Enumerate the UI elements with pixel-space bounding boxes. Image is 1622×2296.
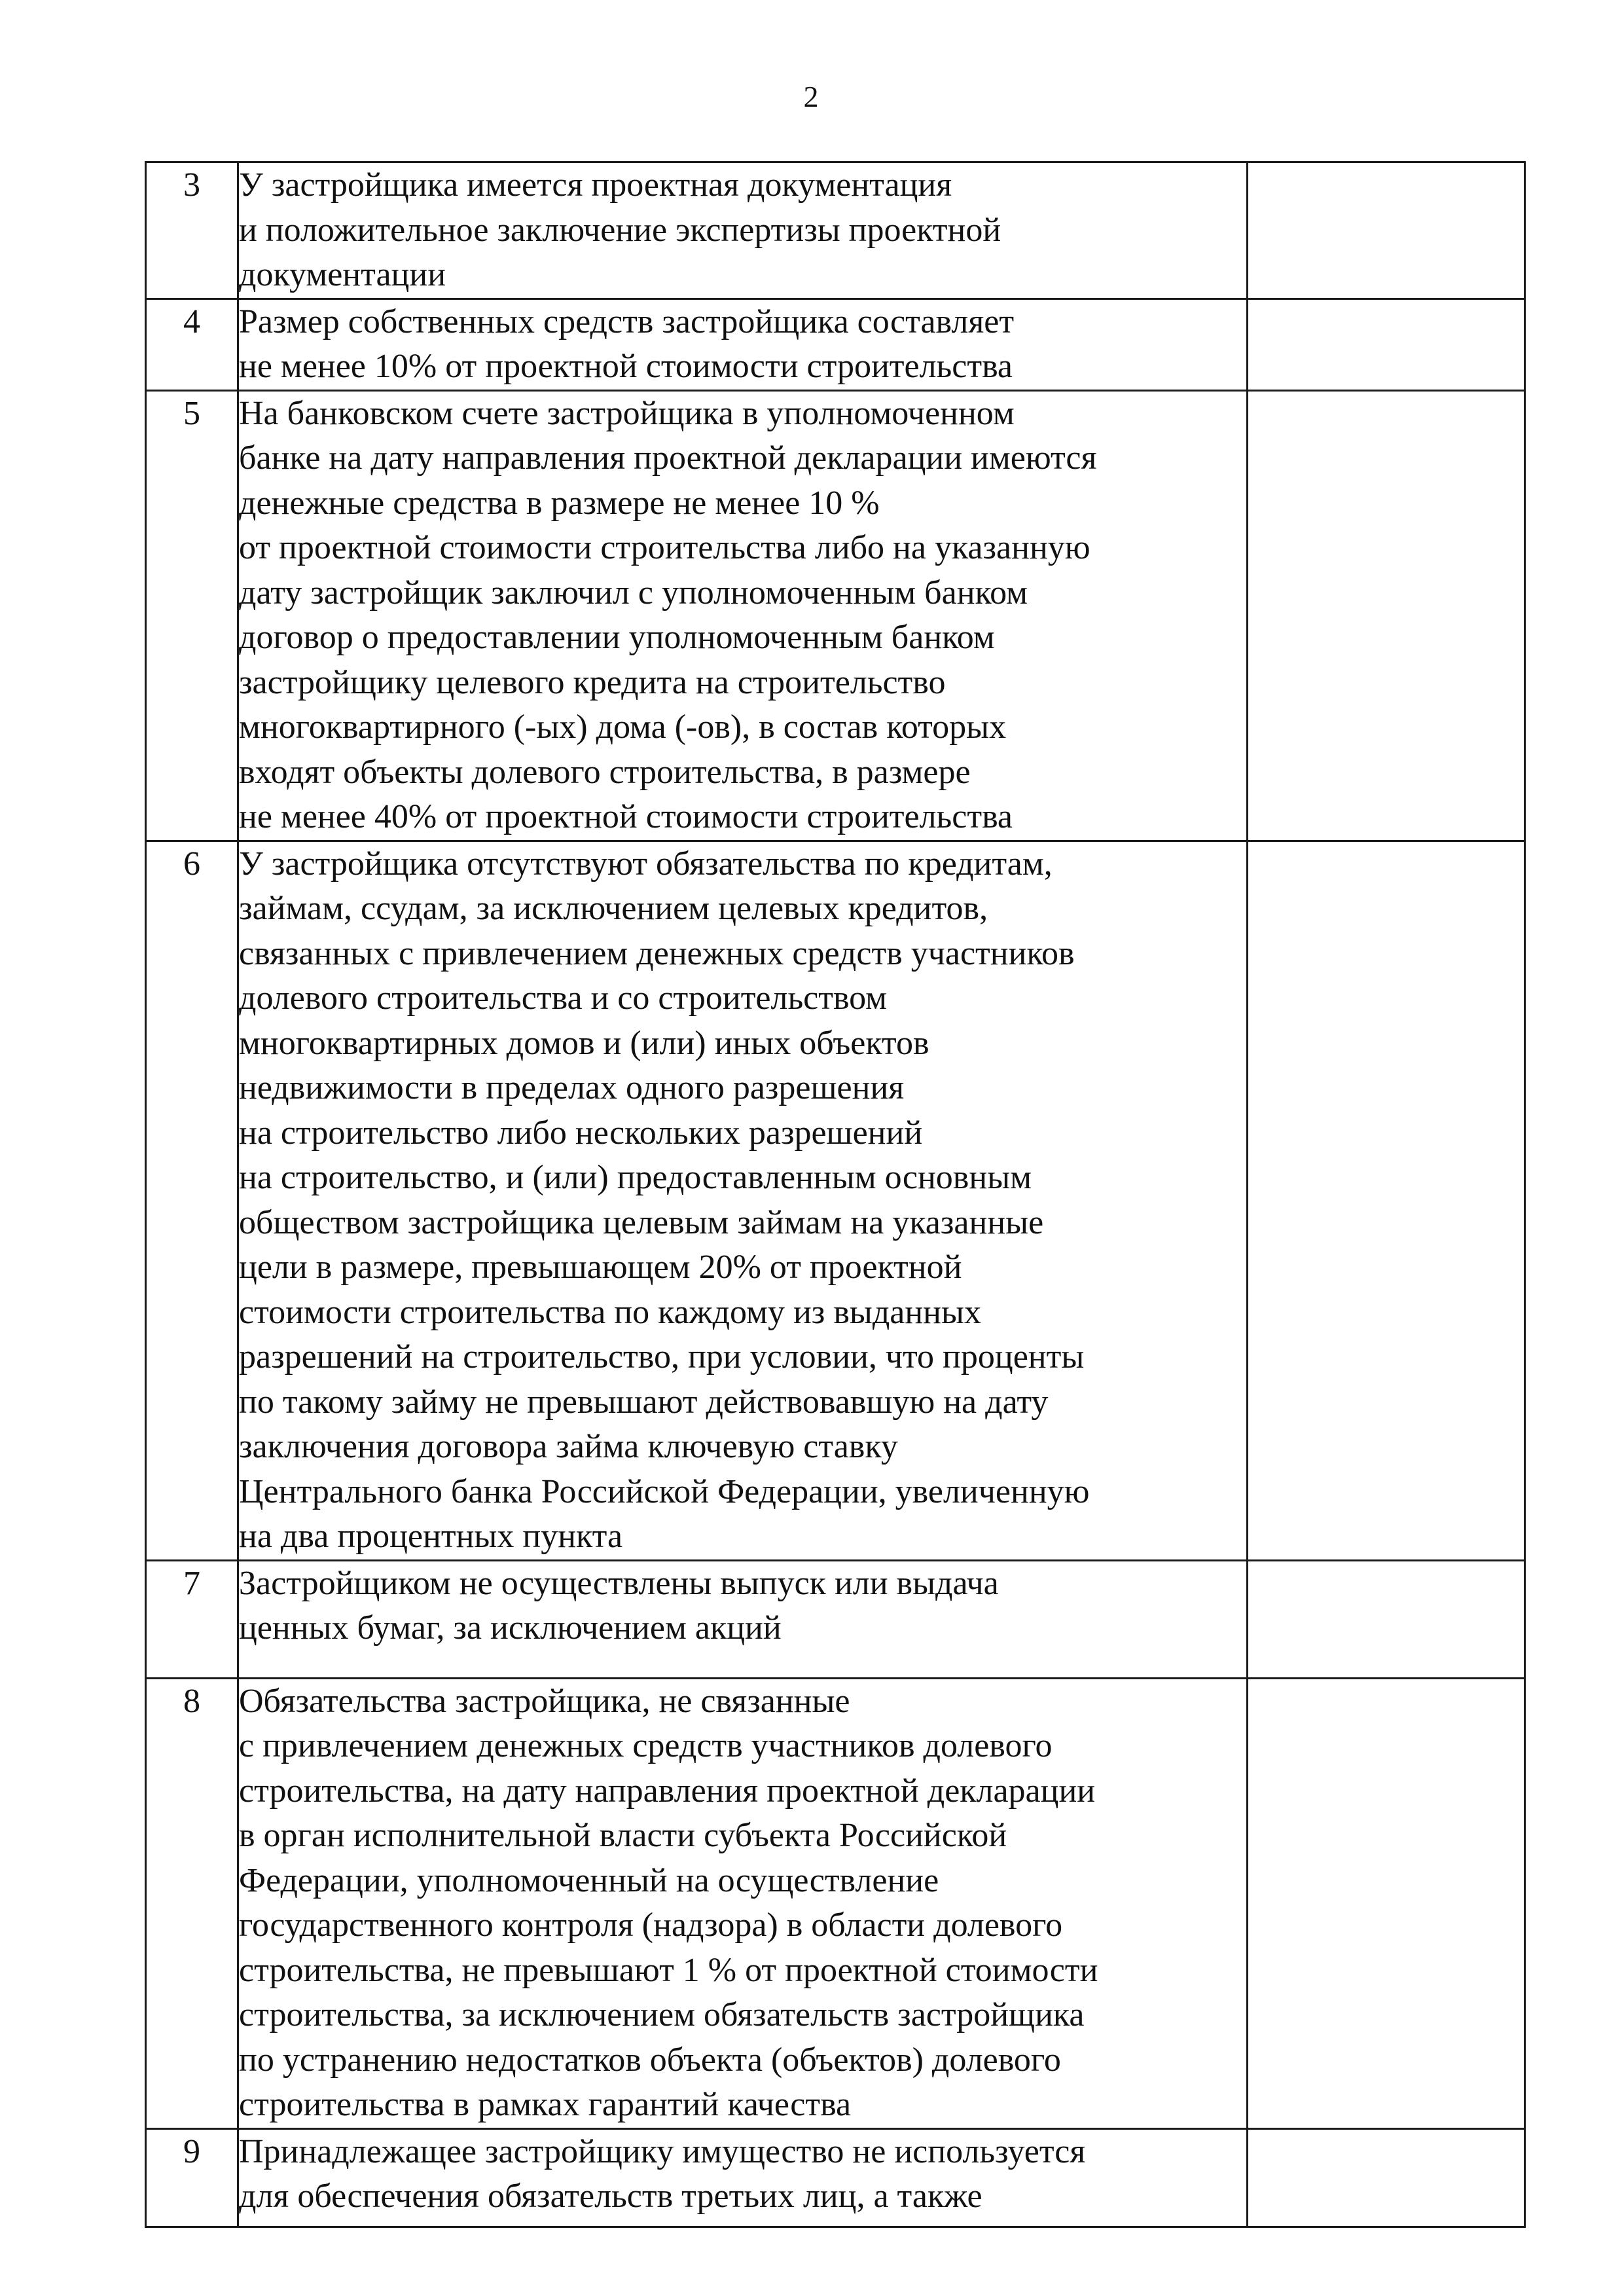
criteria-table-body [146, 162, 1525, 2227]
table-row [146, 1678, 1525, 2128]
criterion-text-line: заключения договора займа ключевую ставку [239, 1428, 898, 1465]
criterion-text-line: не менее 10% от проектной стоимости строительства [239, 348, 1013, 385]
criterion-text [238, 841, 1248, 1560]
row-number: 4 [146, 299, 238, 390]
criterion-text-line: Принадлежащее застройщику имущество не используется [239, 2132, 1086, 2170]
compliance-cell [1248, 1678, 1525, 2128]
criterion-text-line: долевого строительства и со строительством [239, 979, 888, 1017]
criterion-text-line: в орган исполнительной власти субъекта Российской [239, 1817, 1007, 1854]
criterion-text-line: строительства, за исключением обязательств застройщика [239, 1996, 1085, 2033]
criterion-text-line: Размер собственных средств застройщика составляет [239, 302, 1015, 340]
criterion-text-line: для обеспечения обязательств третьих лиц, а также [239, 2178, 982, 2215]
criterion-text-line: банке на дату направления проектной декларации имеются [239, 439, 1097, 477]
criterion-text-line: и положительное заключение экспертизы проектной [239, 211, 1001, 249]
criterion-text-line: документации [239, 256, 446, 293]
criterion-text-line: На банковском счете застройщика в уполномоченном [239, 394, 1015, 432]
criterion-text-line: У застройщика отсутствуют обязательства по кредитам, [239, 845, 1053, 883]
criterion-text-line: по такому займу не превышают действовавшую на дату [239, 1383, 1049, 1421]
criterion-text-line: входят объекты долевого строительства, в размере [239, 753, 971, 791]
row-number: 9 [146, 2128, 238, 2227]
criterion-text-line: договор о предоставлении уполномоченным банком [239, 619, 995, 656]
criterion-text-line: недвижимости в пределах одного разрешения [239, 1069, 905, 1106]
criterion-text [238, 2128, 1248, 2227]
criterion-text-line: застройщику целевого кредита на строительство [239, 663, 946, 701]
compliance-cell [1248, 299, 1525, 390]
criterion-text-line: от проектной стоимости строительства либо на указанную [239, 529, 1090, 566]
table-row [146, 841, 1525, 1560]
criterion-text-line: цели в размере, превышающем 20% от проектной [239, 1248, 962, 1286]
criterion-text-line: связанных с привлечением денежных средств участников [239, 934, 1075, 972]
criterion-text-line: по устранению недостатков объекта (объектов) долевого [239, 2041, 1061, 2079]
criterion-text-line: многоквартирных домов и (или) иных объектов [239, 1024, 929, 1062]
criterion-text-line: Центрального банка Российской Федерации, увеличенную [239, 1472, 1090, 1510]
criterion-text-line: У застройщика имеется проектная документация [239, 166, 952, 204]
criterion-text-line: на строительство либо нескольких разрешений [239, 1114, 923, 1152]
row-number: 3 [146, 162, 238, 299]
criterion-text [238, 1560, 1248, 1678]
criterion-text-line: займам, ссудам, за исключением целевых кредитов, [239, 890, 988, 927]
criterion-text-line: на два процентных пункта [239, 1518, 623, 1555]
criterion-text-line: строительства в рамках гарантий качества [239, 2086, 852, 2123]
row-number: 6 [146, 841, 238, 1560]
criterion-text [238, 299, 1248, 390]
criterion-text [238, 1678, 1248, 2128]
criterion-text-line: с привлечением денежных средств участников долевого [239, 1727, 1053, 1764]
compliance-cell [1248, 162, 1525, 299]
criterion-text-line: строительства, на дату направления проектной декларации [239, 1772, 1096, 1810]
criterion-text-line: не менее 40% от проектной стоимости строительства [239, 798, 1013, 835]
criterion-text-line: денежные средства в размере не менее 10 % [239, 484, 880, 522]
criterion-text-line: разрешений на строительство, при условии, что проценты [239, 1338, 1085, 1376]
table-row [146, 2128, 1525, 2227]
criterion-text-line: стоимости строительства по каждому из выданных [239, 1293, 981, 1331]
criterion-text-line: государственного контроля (надзора) в области долевого [239, 1906, 1063, 1944]
table-row [146, 390, 1525, 841]
criterion-text-line: обществом застройщика целевым займам на указанные [239, 1203, 1044, 1241]
criterion-text-line: ценных бумаг, за исключением акций [239, 1609, 782, 1647]
row-number: 8 [146, 1678, 238, 2128]
criterion-text-line: Федерации, уполномоченный на осуществление [239, 1861, 939, 1899]
page-number: 2 [803, 80, 819, 113]
criterion-text [238, 162, 1248, 299]
compliance-cell [1248, 1560, 1525, 1678]
table-row [146, 1560, 1525, 1678]
compliance-cell [1248, 841, 1525, 1560]
compliance-cell [1248, 2128, 1525, 2227]
criterion-text-line: дату застройщик заключил с уполномоченным банком [239, 574, 1028, 611]
criterion-text-line: на строительство, и (или) предоставленным основным [239, 1159, 1032, 1196]
table-row [146, 299, 1525, 390]
row-number: 7 [146, 1560, 238, 1678]
criterion-text-line: Обязательства застройщика, не связанные [239, 1682, 850, 1720]
row-number: 5 [146, 390, 238, 841]
criterion-text-line: Застройщиком не осуществлены выпуск или выдача [239, 1564, 999, 1602]
criteria-table [145, 161, 1526, 2228]
criterion-text-line: строительства, не превышают 1 % от проектной стоимости [239, 1951, 1098, 1989]
compliance-cell [1248, 390, 1525, 841]
criterion-text-line: многоквартирного (-ых) дома (-ов), в состав которых [239, 708, 1007, 746]
criterion-text [238, 390, 1248, 841]
table-row [146, 162, 1525, 299]
